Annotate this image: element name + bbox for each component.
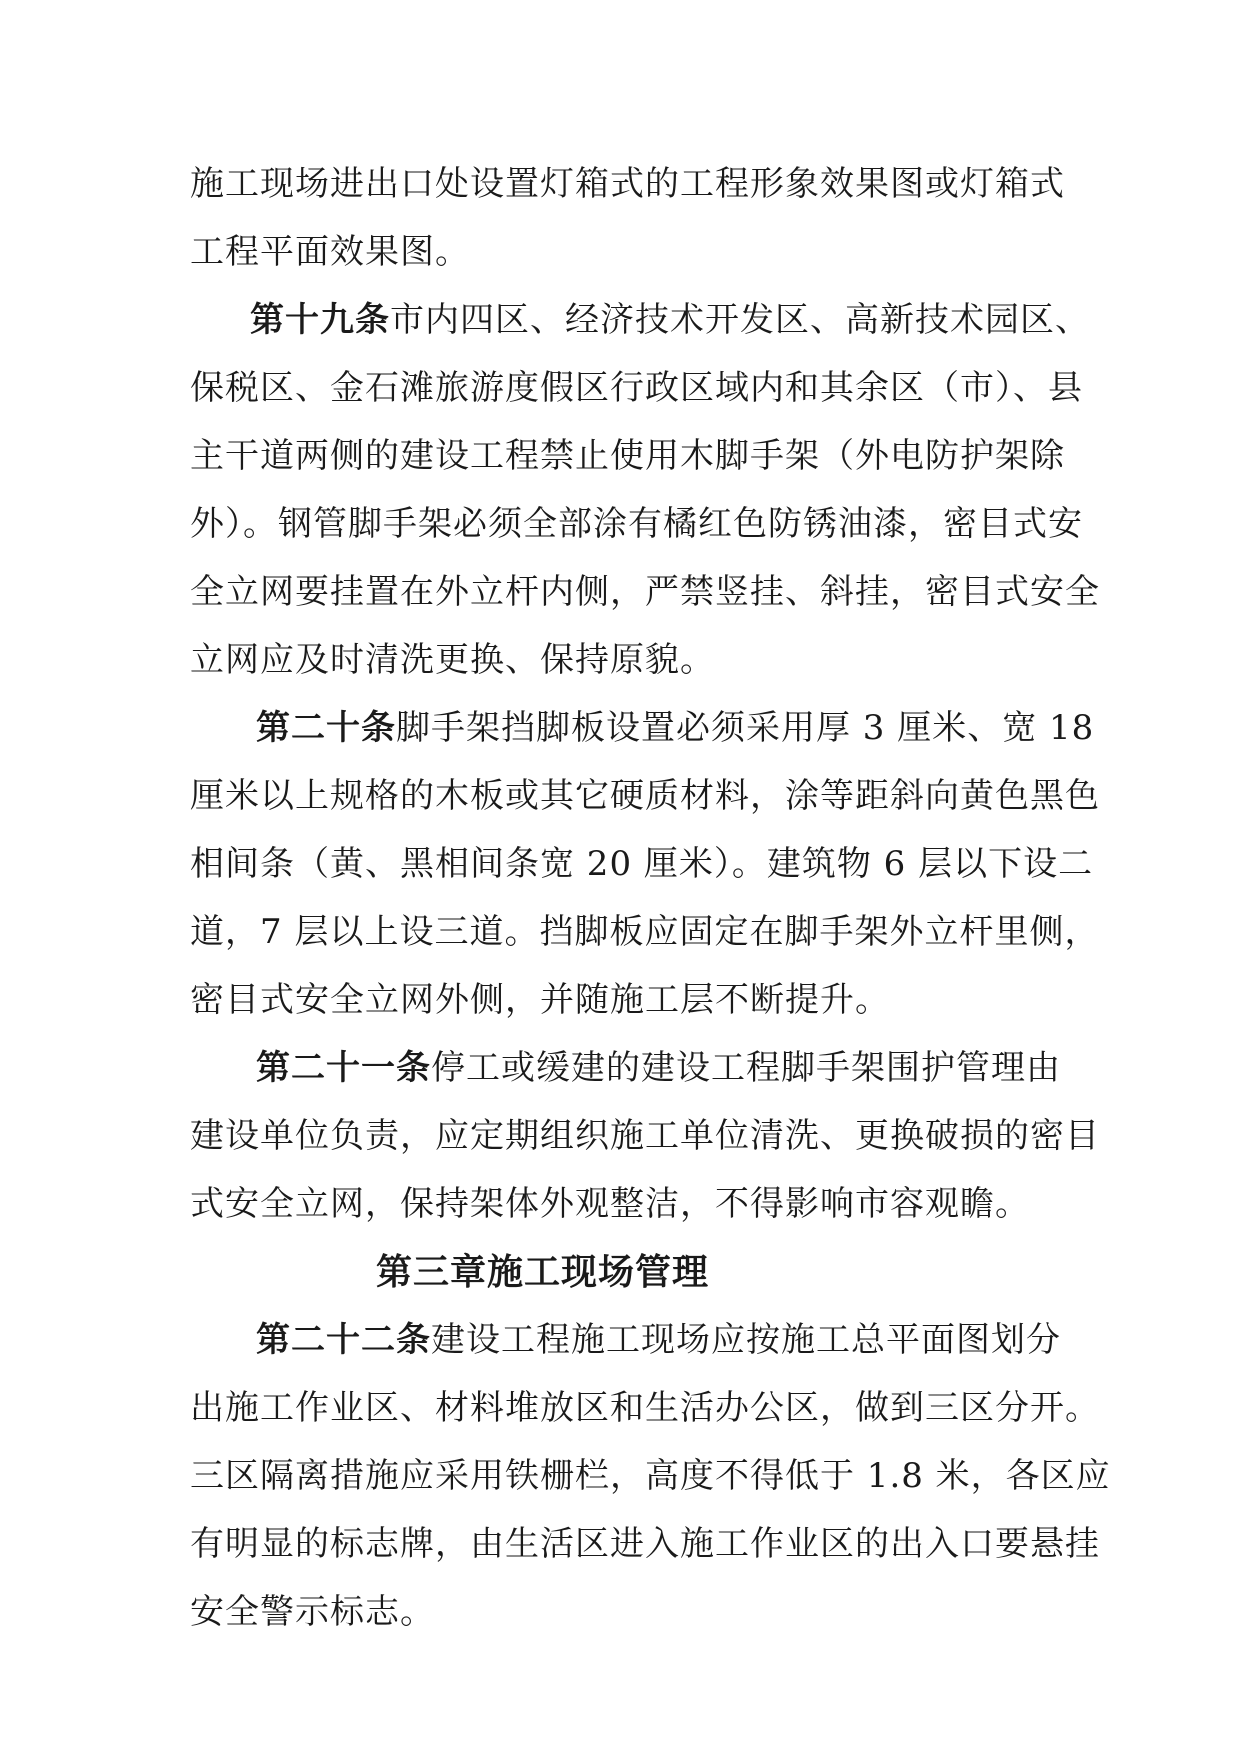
text-line: 立网应及时清洗更换、保持原貌。: [190, 640, 715, 680]
article-text: 停工或缓建的建设工程脚手架围护管理由: [431, 1048, 1061, 1088]
text-line: 有明显的标志牌，由生活区进入施工作业区的出入口要悬挂: [190, 1524, 1100, 1564]
text-line: 式安全立网，保持架体外观整洁，不得影响市容观瞻。: [190, 1184, 1030, 1224]
text-line: 道，7 层以上设三道。挡脚板应固定在脚手架外立杆里侧，: [190, 912, 1100, 952]
article-text: 市内四区、经济技术开发区、高新技术园区、: [390, 300, 1090, 340]
document-body: [190, 150, 1111, 1646]
text-line: 工程平面效果图。: [190, 232, 470, 272]
chapter-heading: 第三章施工现场管理: [376, 1251, 710, 1293]
text-line: [256, 694, 1095, 762]
article-number: 第十九条: [250, 300, 390, 340]
article-text: 脚手架挡脚板设置必须采用厚 3 厘米、宽 18: [396, 708, 1095, 748]
text-line: 相间条（黄、黑相间条宽 20 厘米）。建筑物 6 层以下设二: [190, 844, 1094, 884]
article-20: [190, 694, 1100, 1034]
text-line: 三区隔离措施应采用铁栅栏，高度不得低于 1.8 米，各区应: [190, 1456, 1111, 1496]
text-line: [250, 286, 1090, 354]
text-line: 密目式安全立网外侧，并随施工层不断提升。: [190, 980, 890, 1020]
article-21: [190, 1034, 1100, 1238]
article-number: 第二十一条: [256, 1048, 431, 1088]
text-line: 保税区、金石滩旅游度假区行政区域内和其余区（市）、县: [190, 368, 1083, 408]
text-line: 施工现场进出口处设置灯箱式的工程形象效果图或灯箱式: [190, 164, 1065, 204]
text-line: 出施工作业区、材料堆放区和生活办公区，做到三区分开。: [190, 1388, 1100, 1428]
text-line: 建设单位负责，应定期组织施工单位清洗、更换破损的密目: [190, 1116, 1100, 1156]
article-number: 第二十条: [256, 708, 396, 748]
article-22: [190, 1306, 1111, 1646]
article-19: [190, 286, 1100, 694]
article-text: 建设工程施工现场应按施工总平面图划分: [431, 1320, 1061, 1360]
text-line: 厘米以上规格的木板或其它硬质材料，涂等距斜向黄色黑色: [190, 776, 1100, 816]
text-line: 安全警示标志。: [190, 1592, 435, 1632]
paragraph-continuation: [190, 150, 1070, 286]
text-line: 主干道两侧的建设工程禁止使用木脚手架（外电防护架除: [190, 436, 1065, 476]
text-line: [256, 1306, 1070, 1374]
text-line: 外）。钢管脚手架必须全部涂有橘红色防锈油漆，密目式安: [190, 504, 1083, 544]
text-line: 全立网要挂置在外立杆内侧，严禁竖挂、斜挂，密目式安全: [190, 572, 1100, 612]
article-number: 第二十二条: [256, 1320, 431, 1360]
text-line: [256, 1034, 1070, 1102]
